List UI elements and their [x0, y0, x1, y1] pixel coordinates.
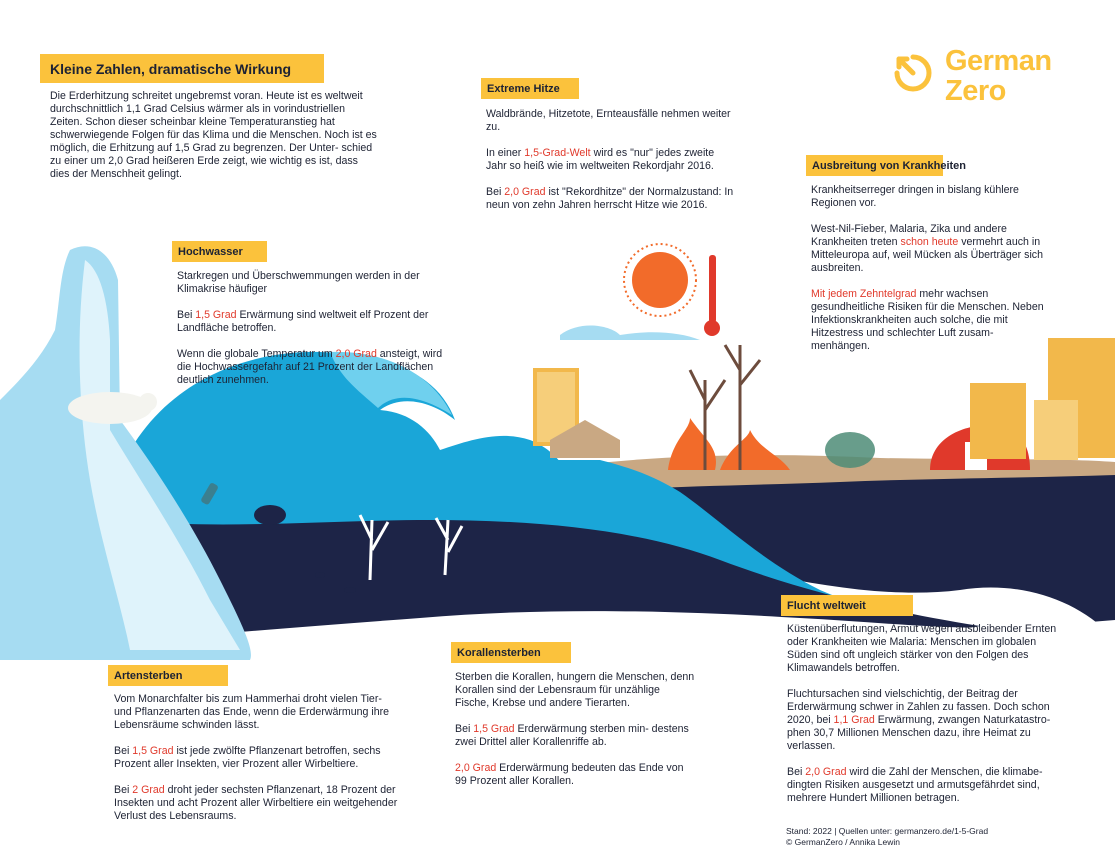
- brand-name-line2: Zero: [945, 75, 1006, 107]
- brand-name: [945, 46, 1052, 106]
- thermometer: [709, 255, 716, 323]
- hochwasser-title: Hochwasser: [172, 241, 267, 262]
- footer: [786, 826, 988, 848]
- brand-name-line1: German: [945, 45, 1052, 77]
- flucht-title: Flucht weltweit: [781, 595, 913, 616]
- intro-text: [50, 90, 380, 181]
- krankheiten-text: [811, 184, 1051, 353]
- korallen-p1: Sterben die Korallen, hungern die Menschen, denn Korallen sind der Lebensraum für unzählige Fische, Krebse und andere Tierarten.: [455, 671, 695, 709]
- hitze-p3: Bei 2,0 Grad ist "Rekordhitze" der Normalzustand: In neun von zehn Jahren herrscht Hitze wie 2016.: [486, 186, 734, 211]
- hochwasser-p3: Wenn die globale Temperatur um 2,0 Grad ansteigt, wird die Hochwassergefahr auf 21 Prozent der Landflächen deutlich zunehmen.: [177, 348, 443, 386]
- arten-title: Artensterben: [108, 665, 228, 686]
- korallen-text: [455, 671, 695, 788]
- krankheiten-p2: West-Nil-Fieber, Malaria, Zika und andere Krankheiten treten schon heute vermehrt auch in Mitteleuropa auf, weil Mücken als Überträger sich ausbreiten.: [811, 223, 1043, 274]
- korallen-p2: Bei 1,5 Grad Erderwärmung sterben min- destens zwei Drittel aller Korallenriffe ab.: [455, 723, 689, 748]
- fish: [344, 587, 356, 593]
- flucht-p3: Bei 2,0 Grad wird die Zahl der Menschen, die klimabe- dingten Risiken ausgesetzt und armutsgefährdet sind, mehrere Hundert Millionen betragen.: [787, 766, 1043, 804]
- flucht-p2: Fluchtursachen sind vielschichtig, der Beitrag der Erderwärmung schwer in Zahlen zu fassen. Doch schon 2020, bei 1,1 Grad Erwärmung, zwangen Naturkatastro- phen 30,7 Millionen Menschen dazu, ihre Heimat zu verlassen.: [787, 688, 1051, 752]
- hitze-p2: In einer 1,5-Grad-Welt wird es "nur" jedes zweite Jahr so heiß wie im weltweiten Rekordjahr 2016.: [486, 147, 715, 172]
- arten-p2: Bei 1,5 Grad ist jede zwölfte Pflanzenart betroffen, sechs Prozent aller Insekten, vier Prozent aller Wirbeltiere.: [114, 745, 381, 770]
- hitze-p1: Waldbrände, Hitzetote, Ernteausfälle nehmen weiter zu.: [486, 108, 731, 133]
- turtle: [254, 505, 286, 525]
- korallen-p3: 2,0 Grad Erderwärmung bedeuten das Ende von 99 Prozent aller Korallen.: [455, 762, 684, 787]
- intro-paragraph: Die Erderhitzung schreitet ungebremst voran. Heute ist es weltweit durchschnittlich 1,1 Grad Celsius wärmer als in vorindustriellen Zeiten. Schon dieser scheinbar kleine Temperaturanstieg hat schwerwiegende Folgen für das Klima und die Menschen. Noch ist es möglich, die Erhitzung auf 1,5 Grad zu begrenzen. Der Unter- schied zu einer um 2,0 Grad heißeren Erde zeigt, wie wichtig es ist, dass dies der Menschheit gelingt.: [50, 90, 377, 180]
- krankheiten-title: Ausbreitung von Krankheiten: [806, 155, 943, 176]
- krankheiten-p3: Mit jedem Zehntelgrad mehr wachsen gesundheitliche Risiken für die Menschen. Neben Infektionskrankheiten auch solche, die mit Hitzestress und schlechter Luft zusam- menhängen.: [811, 288, 1044, 352]
- sun: [632, 252, 688, 308]
- hochwasser-p1: Starkregen und Überschwemmungen werden in der Klimakrise häufiger: [177, 270, 420, 295]
- cloud: [560, 326, 700, 340]
- footer-copyright: © GermanZero / Annika Lewin: [786, 837, 900, 847]
- hochwasser-p2: Bei 1,5 Grad Erwärmung sind weltweit elf Prozent der Landfläche betroffen.: [177, 309, 429, 334]
- arten-p3: Bei 2 Grad droht jeder sechsten Pflanzenart, 18 Prozent der Insekten und acht Prozent aller Wirbeltiere ein weitgehender Verlust des Lebensraums.: [114, 784, 398, 822]
- intro-title: Kleine Zahlen, dramatische Wirkung: [40, 54, 324, 83]
- refugees: [825, 432, 875, 468]
- hochwasser-text: [177, 270, 447, 387]
- arten-text: [114, 693, 399, 823]
- hitze-text: [486, 108, 736, 212]
- hitze-title: Extreme Hitze: [481, 78, 579, 99]
- krankheiten-p1: Krankheitserreger dringen in bislang kühlere Regionen vor.: [811, 184, 1019, 209]
- korallen-title: Korallensterben: [451, 642, 571, 663]
- footer-sources: Stand: 2022 | Quellen unter: germanzero.de/1-5-Grad: [786, 826, 989, 836]
- flucht-p1: Küstenüberflutungen, Armut wegen ausbleibender Ernten oder Krankheiten wie Malaria: Menschen im globalen Süden sind oft ungleich stärker von den Folgen des Klimawandels betroffen.: [787, 623, 1057, 674]
- arten-p1: Vom Monarchfalter bis zum Hammerhai droht vielen Tier- und Pflanzenarten das Ende, wenn die Erderwärmung ihre Lebensräume schwinden lässt.: [114, 693, 390, 731]
- logo-clock-icon: [893, 53, 933, 93]
- building-right: [970, 383, 1026, 459]
- fire: [668, 418, 790, 470]
- polar-bear: [68, 392, 152, 424]
- flucht-text: [787, 623, 1067, 805]
